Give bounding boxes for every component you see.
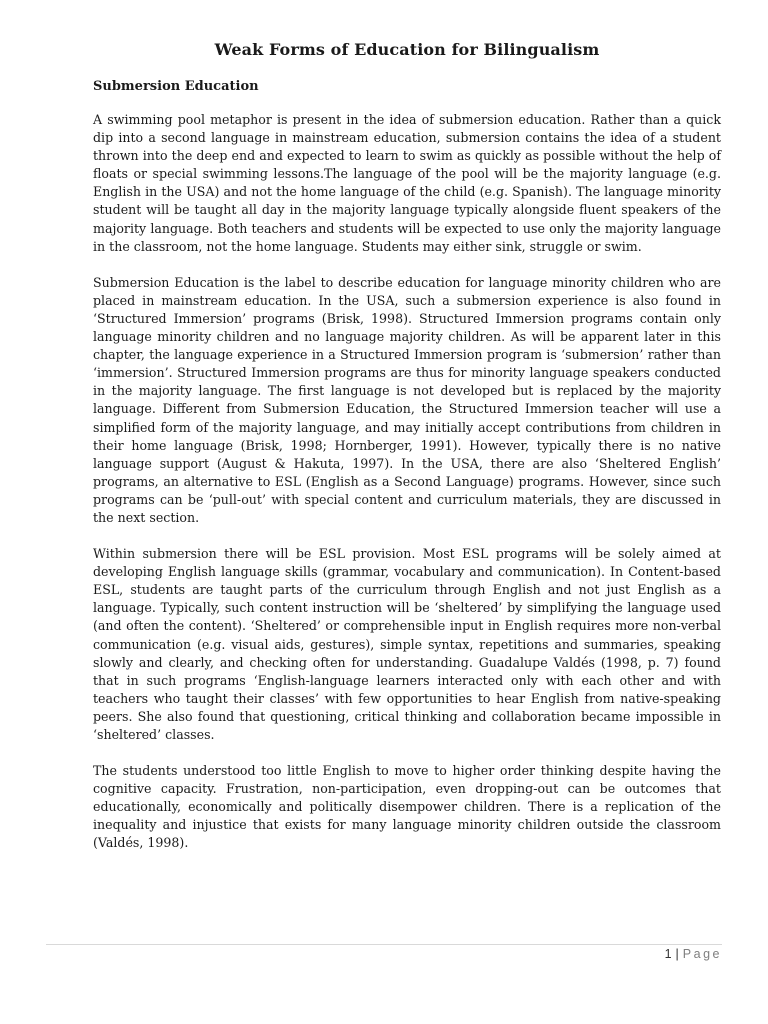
footer-divider <box>46 944 722 945</box>
page-number: 1 <box>664 947 672 961</box>
page-footer <box>665 947 722 961</box>
footer-separator: | <box>675 947 679 961</box>
document-page <box>93 40 721 871</box>
paragraph-2: Submersion Education is the label to describe education for language minority children who are placed in mainstream education. In the USA, such a submersion experience is also found in ‘Structured Immersion’ programs (Brisk, 1998). Structured Immersion programs contain only language minority children and no language majority children. As will be apparent later in this chapter, the language experience in a Structured Immersion program is ‘submersion’ rather than ‘immersion’. Structured Immersion programs are thus for minority language speakers conducted in the majority language. The first language is not developed but is replaced by the majority language. Different from Submersion Education, the Structured Immersion teacher will use a simplified form of the majority language, and may initially accept contributions from children in their home language (Brisk, 1998; Hornberger, 1991). However, typically there is no native language support (August & Hakuta, 1997). In the USA, there are also ‘Sheltered English’ programs, an alternative to ESL (English as a Second Language) programs. However, since such programs can be ‘pull-out’ with special content and curriculum materials, they are discussed in the next section. <box>93 274 721 525</box>
paragraph-4: The students understood too little English to move to higher order thinking despite having the cognitive capacity. Frustration, non-participation, even dropping-out can be outcomes that educationally, economically and politically disempower children. There is a replication of the inequality and injustice that exists for many language minority children outside the classroom (Valdés, 1998). <box>93 763 721 851</box>
paragraph-1: A swimming pool metaphor is present in the idea of submersion education. Rather than a quick dip into a second language in mainstream education, submersion contains the idea of a student thrown into the deep end and expected to learn to swim as quickly as possible without the help of floats or special swimming lessons.The language of the pool will be the majority language (e.g. English in the USA) and not the home language of the child (e.g. Spanish). The language minority student will be taught all day in the majority language typically alongside fluent speakers of the majority language. Both teachers and students will be expected to use only the majority language in the classroom, not the home language. Students may either sink, struggle or swim. <box>93 112 721 254</box>
page-label: Page <box>682 947 722 961</box>
paragraph-3: Within submersion there will be ESL provision. Most ESL programs will be solely aimed at developing English language skills (grammar, vocabulary and communication). In Content-based ESL, students are taught parts of the curriculum through English and not just English as a language. Typically, such content instruction will be ‘sheltered’ by simplifying the language used (and often the content). ‘Sheltered’ or comprehensible input in English requires more non-verbal communication (e.g. visual aids, gestures), simple syntax, repetitions and summaries, speaking slowly and clearly, and checking often for understanding. Guadalupe Valdés (1998, p. 7) found that in such programs ‘English-language learners interacted only with each other and with teachers who taught their classes’ with few opportunities to hear English from native-speaking peers. She also found that questioning, critical thinking and collaboration became impossible in ‘sheltered’ classes. <box>93 546 721 742</box>
document-title: Weak Forms of Education for Bilingualism <box>214 40 600 59</box>
section-heading: Submersion Education <box>93 79 259 94</box>
